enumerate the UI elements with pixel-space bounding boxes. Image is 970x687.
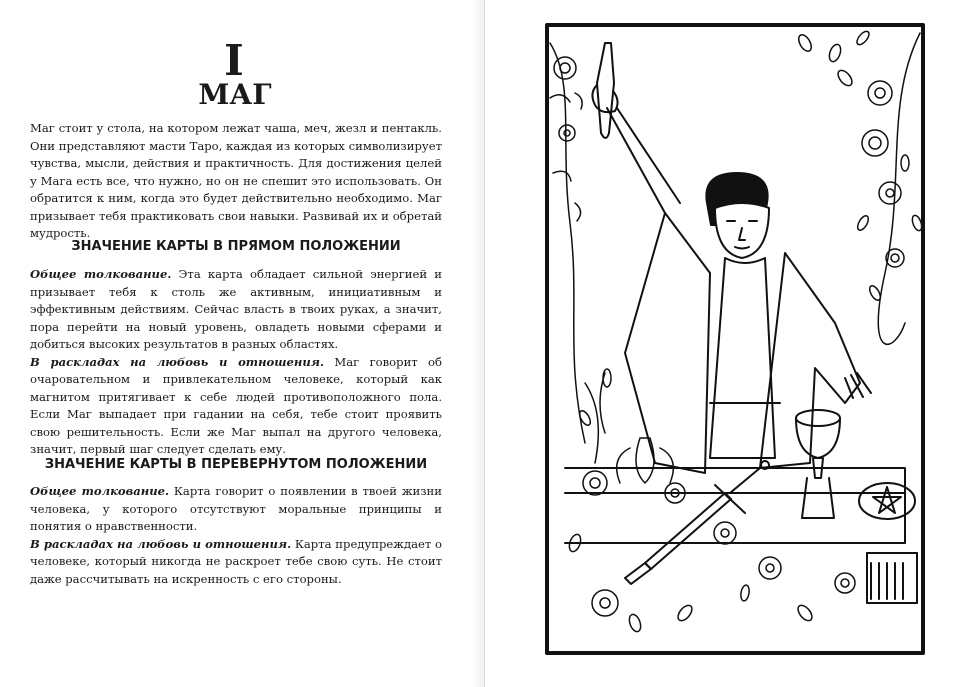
pentacle-icon bbox=[859, 483, 915, 519]
table-leg bbox=[867, 553, 917, 603]
lily-flowers bbox=[567, 369, 855, 633]
intro-paragraph: Маг стоит у стола, на котором лежат чаша, меч, жезл и пентакль. Они представляют масти Таро, каждая из которых символизирует чувства, мысли, действия и практичность. Для достижения целей у Мага есть все, что нужно, но он не спешит это использовать. Он обратится к ним, когда это будет действительно необходимо. Маг призывает тебя практиковать свои навыки. Развивай их и обретай мудрость. bbox=[30, 121, 442, 240]
card-title: МАГ bbox=[198, 78, 272, 111]
raised-wand-arm bbox=[592, 43, 680, 213]
sword-icon bbox=[625, 461, 769, 584]
upright-heading: ЗНАЧЕНИЕ КАРТЫ В ПРЯМОМ ПОЛОЖЕНИИ bbox=[71, 239, 401, 254]
upright-section bbox=[30, 266, 442, 459]
reversed-love-paragraph bbox=[30, 536, 442, 589]
upright-love-text: Маг говорит об очаровательном и привлекательном человеке, который как магнитом притягивает к себе людей противоположного пола. Если Маг выпадает при гадании на себя, тебе стоит проявить свою решительность. Если же Маг выпал на другого человека, значит, первый шаг следует сделать ему. bbox=[30, 354, 442, 456]
table bbox=[565, 468, 917, 603]
upright-general-paragraph bbox=[30, 266, 442, 354]
upright-love-label: В раскладах на любовь и отношения. bbox=[30, 354, 325, 369]
rose-vine-left bbox=[550, 43, 585, 443]
left-page bbox=[0, 0, 484, 687]
reversed-heading: ЗНАЧЕНИЕ КАРТЫ В ПЕРЕВЕРНУТОМ ПОЛОЖЕНИИ bbox=[44, 457, 428, 472]
reversed-general-label: Общее толкование. bbox=[30, 484, 170, 498]
reversed-section bbox=[30, 483, 442, 588]
reversed-general-paragraph bbox=[30, 483, 442, 536]
magician-card-illustration bbox=[545, 23, 925, 655]
reversed-general-text: Карта говорит о появлении в твоей жизни человека, у которого отсутствуют моральные принципы и понятия о нравственности. bbox=[30, 484, 442, 533]
card-numeral: I bbox=[224, 36, 246, 85]
magician-head bbox=[706, 173, 769, 258]
reversed-love-label: В раскладах на любовь и отношения. bbox=[30, 536, 292, 551]
upright-general-label: Общее толкование. bbox=[30, 267, 172, 281]
reversed-love-text: Карта предупреждает о человеке, который никогда не раскроет тебе свою суть. Не стоит даже рассчитывать на искренность с его стороны. bbox=[30, 536, 442, 586]
upright-love-paragraph bbox=[30, 354, 442, 459]
upright-general-text: Эта карта обладает сильной энергией и призывает тебя к столь же активным, инициативным и эффективным действиям. Сейчас власть в твоих руках, а значит, пора перейти на новый уровень, овладеть новыми сферами и добиться высоких результатов в разных областях. bbox=[30, 267, 442, 351]
